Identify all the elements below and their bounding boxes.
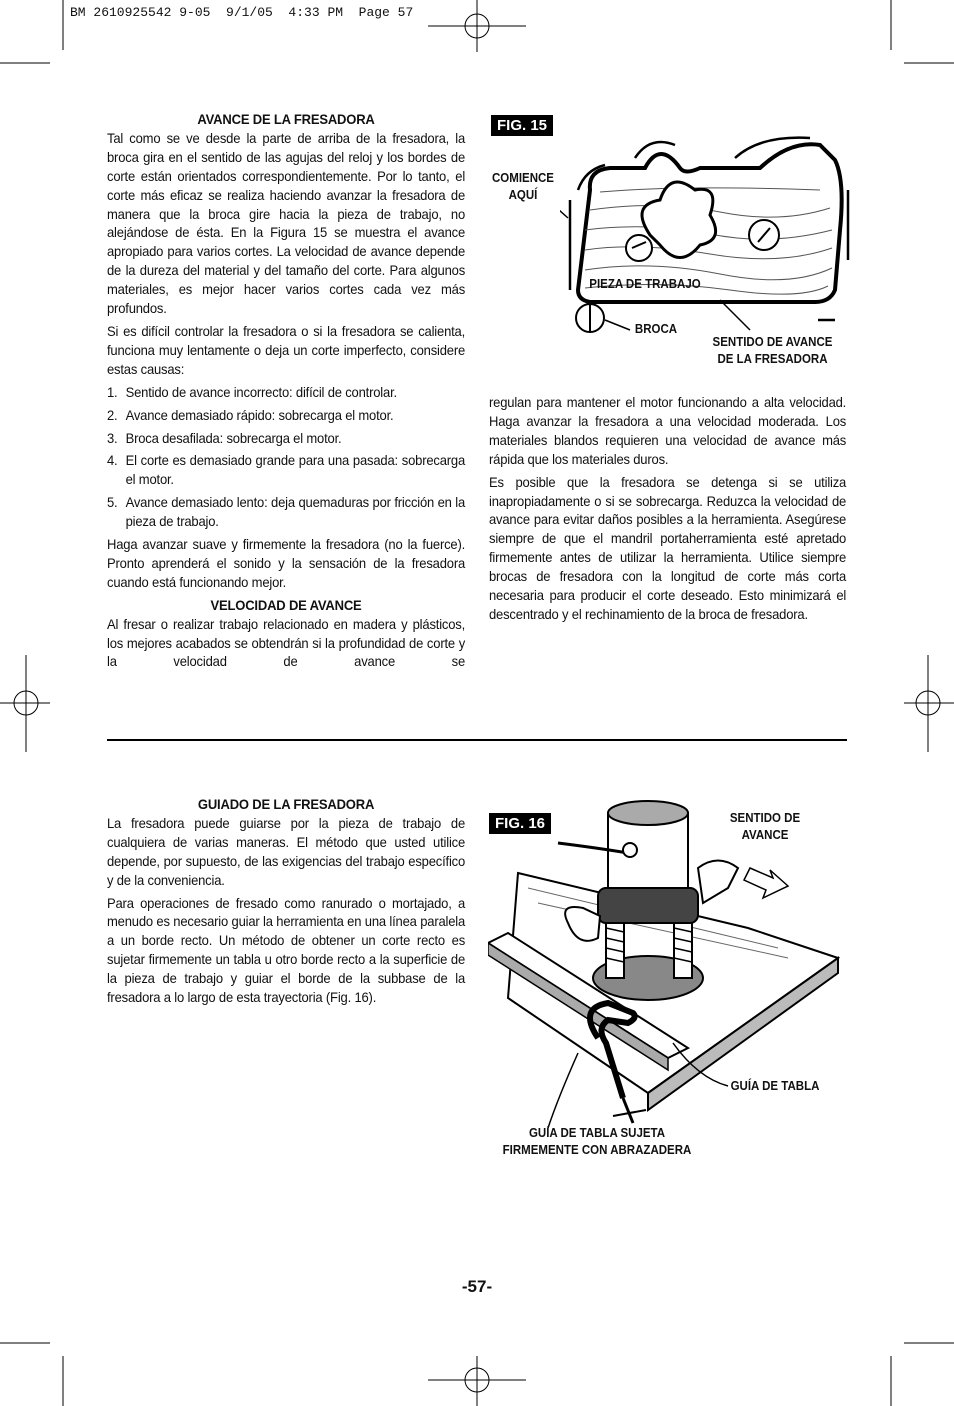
paragraph: Si es difícil controlar la fresadora o si la fresadora se calienta, funciona muy lentamente o deja un corte imperfecto, considere estas causas: (107, 322, 466, 377)
list-number: 4. (107, 452, 118, 469)
fig16-label-guide: GUÍA DE TABLA (730, 1079, 820, 1093)
list-text: El corte es demasiado grande para una pasada: sobrecarga el motor. (125, 452, 466, 488)
paragraph: Es posible que la fresadora se detenga si se utiliza inapropiadamente o si se sobrecarga. Reduzca la velocidad de avance para evitar daños posibles a la herramienta. Asegúrese siempre de que el mandril portaherramienta esté apretado firmemente antes de utilizar la herramienta. Utilice siempre brocas de fresadora con la longitud de corte más corta necesaria para producir el corte deseado. Esto minimizará el descentrado y el rechinamiento de la broca de fresadora. (489, 473, 847, 622)
list-item (107, 493, 465, 531)
list-text: Avance demasiado lento: deja quemaduras por fricción en la pieza de trabajo. (125, 494, 466, 530)
left-column-bottom (107, 795, 465, 1011)
paragraph: regulan para mantener el motor funcionando a alta velocidad. Haga avanzar la fresadora a una velocidad moderada. Los materiales blandos requieren una velocidad de avance más rápida que los materiales duros. (489, 394, 847, 467)
paragraph: Tal como se ve desde la parte de arriba de la fresadora, la broca gira en el sentido de las agujas del reloj y los bordes de corte están orientados correspondientemente. Por lo tanto, el corte más eficaz se realiza haciendo avanzar la fresadora de manera que la broca gire hacia la pieza de trabajo, no alejándose de ésta. En la Figura 15 se muestra el avance apropiado para varios cortes. La velocidad de avance depende de la dureza del material y del tamaño del corte. Para algunos materiales, es mejor hacer varios cortes cada vez más profundos. (107, 129, 466, 317)
feed-arrow (744, 868, 788, 898)
list-number: 5. (107, 494, 118, 511)
inner-bit (626, 235, 652, 261)
heading-guiado: GUIADO DE LA FRESADORA (197, 796, 375, 812)
left-column-top (107, 110, 465, 675)
list-number: 3. (107, 429, 118, 446)
paragraph: Al fresar o realizar trabajo relacionado en madera y plásticos, los mejores acabados se obtendrán si la profundidad de corte y la velocidad de avance se (107, 615, 466, 670)
section-divider (107, 739, 847, 741)
list-number: 1. (107, 383, 118, 400)
paragraph: Para operaciones de fresado como ranurado o mortajado, a menudo es necesario guiar la herramienta en una línea paralela a un borde recto. Un método de obtener un corte recto es sujetar firmemente un tabla u otro borde recto a la superficie de la pieza de trabajo y guiar el borde de la subbase de la fresadora a lo largo de esta trayectoria (Fig. 16). (107, 894, 466, 1006)
router-handle-right (698, 861, 738, 904)
paragraph: Haga avanzar suave y firmemente la fresadora (no la fuerce). Pronto aprenderá el sonido y la sensación de la fresadora cuando está funcionando mejor. (107, 536, 466, 590)
list-item (107, 429, 465, 448)
list-item (107, 451, 465, 489)
list-text: Avance demasiado rápido: sobrecarga el motor. (125, 406, 394, 423)
fig15-label-bit: BROCA (634, 322, 678, 336)
list-item (107, 406, 465, 425)
right-column-top (489, 393, 846, 628)
list-item (107, 383, 465, 402)
fig15-illustration (560, 130, 860, 360)
fig16-tag: FIG. 16 (489, 813, 551, 834)
heading-avance: AVANCE DE LA FRESADORA (197, 111, 375, 127)
fig15-label-workpiece: PIEZA DE TRABAJO (589, 277, 701, 291)
fig15-tag: FIG. 15 (491, 115, 553, 136)
fig16-label-clamp: GUÍA DE TABLA SUJETA FIRMEMENTE CON ABRAZADERA (502, 1126, 692, 1157)
heading-velocidad: VELOCIDAD DE AVANCE (210, 596, 362, 613)
fig15-label-start: COMIENCE AQUÍ (492, 171, 554, 202)
page-number: -57- (461, 1277, 493, 1296)
paragraph: La fresadora puede guiarse por la pieza de trabajo de cualquiera de varias maneras. El método que usted utilice depende, por supuesto, de las exigencias del trabajo específico y de la conveniencia. (107, 814, 466, 888)
list-number: 2. (107, 406, 118, 423)
list-text: Broca desafilada: sobrecarga el motor. (125, 429, 342, 446)
list-text: Sentido de avance incorrecto: difícil de controlar. (125, 383, 397, 400)
fig15-label-feed: SENTIDO DE AVANCE DE LA FRESADORA (712, 335, 833, 366)
printer-slug: BM 2610925542 9-05 9/1/05 4:33 PM Page 57 (70, 5, 414, 20)
causes-list (107, 383, 465, 531)
fig16-label-feed: SENTIDO DE AVANCE (729, 811, 801, 842)
